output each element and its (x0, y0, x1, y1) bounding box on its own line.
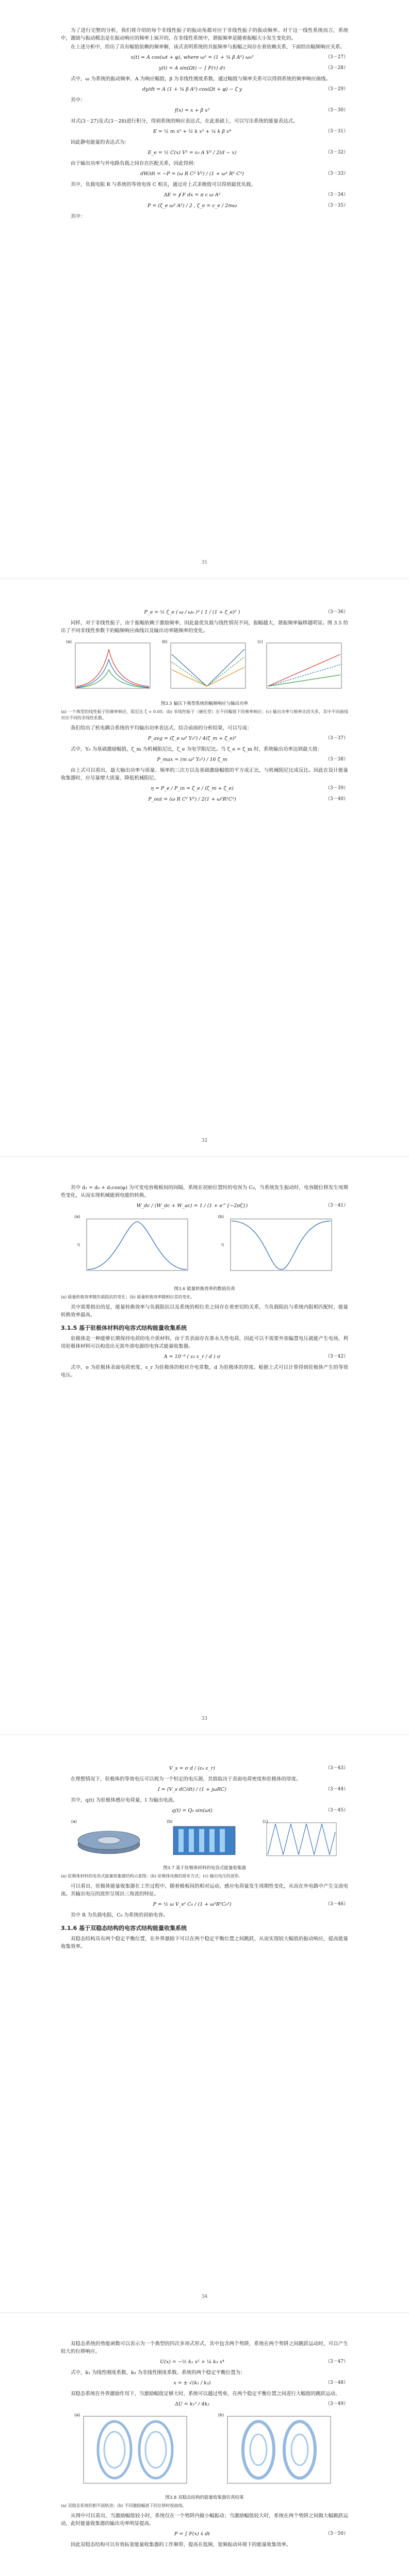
equation: P_out = (ω R C² V²) / 2(1 + ω²R²C²) （3－40） (148, 796, 348, 802)
paragraph: 由上式可以看出，最大输出功率与质量、频率的三次方以及基础激励幅值的平方成正比，与机械阻尼比成反比。因此在设计能量收集器时，应尽量增大质量、降低机械阻尼。 (61, 768, 348, 781)
paragraph: 式中，k₁ 为线性刚度系数，k₃ 为非线性刚度系数。系统的两个稳定平衡位置为： (71, 2370, 246, 2376)
figure-panel-a: (a) (65, 639, 153, 698)
equation: x = ± √(k₁ / k₃) （3－48） (173, 2380, 348, 2386)
page-number: 31 (201, 560, 208, 565)
figure-3-5 (61, 639, 348, 698)
equation: dy/dt = A (1 + ¾ β A²) cos(Ωt + φ) − ζ y （3－29） (142, 87, 348, 92)
figure-subcaption: (a) 双稳态系统的相平面轨迹；(b) 不同激励幅值下的位移时程曲线。 (61, 2503, 187, 2508)
figure-caption: 图3.7 基于驻极体材料的电容式能量收集器 (163, 1866, 246, 1871)
paragraph: 由于输出功率与外电路负载之间存在匹配关系，因此得到： (71, 161, 199, 166)
section-heading: 3.1.5 基于驻极体材料的电容式结构能量收集系统 (61, 1325, 187, 1331)
paragraph: 双稳态系统的势能函数可以表示为一个典型的四次多项式形式，其中包含两个势阱，系统在两个势阱之间跳跃运动时，可以产生较大的位移响应。 (61, 2341, 348, 2354)
paragraph: 因此静电能量的表达式为： (71, 140, 130, 145)
figure-panel-c: (c) (261, 1819, 339, 1862)
equation: P_avg = (ζ_e ω³ Y₀²) / 4(ζ_m + ζ_e)² （3－37） (148, 736, 348, 741)
equation: ΔU = k₁² / 4k₃ （3－49） (174, 2401, 348, 2407)
figure-caption: 图3.5 偏压下典型系统的幅频响应与输出功率 (160, 701, 249, 706)
equation: dW/dt = −P = (ω R C² V²) / (1 + ω² R² C²) （3－33） (140, 171, 348, 177)
fig38b-plot (217, 2412, 336, 2489)
equation: E_e = ½ C(x) V² = ε₀ A V² / 2(d − x) （3－32） (148, 150, 348, 156)
equation: η = P_e / P_in = ζ_e / (ζ_m + ζ_e) （3－39） (151, 786, 348, 791)
figure-panel-b: (b) (217, 2412, 336, 2492)
paragraph: 可以看出，驻极体能量收集器在工作过程中，随着极板间的相对运动，感应电荷量发生周期性变化，从而在外电路中产生交流电流。其输出电压的波形呈现出三角波的特征。 (61, 1884, 348, 1897)
equation: P_max = (m ω³ Y₀²) / 16 ζ_m （3－38） (157, 757, 348, 762)
page-3 (0, 1156, 409, 1734)
equation: P = ∫ F(x) ẋ dt （3－50） (174, 2531, 348, 2537)
equation: f(x) = x + β x³ （3－30） (174, 108, 348, 113)
figure-panel-b: (b) (160, 639, 248, 698)
figure-panel-b: (b) (166, 1819, 243, 1862)
figure-3-6 (61, 1214, 348, 1283)
paragraph: 为了进行完整的分析，我们将介绍的每个非线性振子的振动角都对应于非线性振子的振动频率。对于这一线性系统而言，系统中，激励与振动模态是在振动响应的频率上展开的，在非线性系统中，谐振频率是随着振幅大小发生变化的。 (61, 28, 348, 41)
figure-caption: 图3.6 能量转换效率的数值仿真 (174, 1286, 235, 1292)
equation: P = (ζ_e ω³ A²) / 2 , ζ_e = c_e / 2mω （3－35） (147, 203, 348, 209)
paragraph: 其中 d₁ = d₀ + d₁cos(φ) 为可变电容极板间的间隔，系统在初始位置时的电容为 C₀，当系统发生振动时，电容随位移发生周期性变化，从而实现机械能到电能的转换。 (61, 1185, 348, 1198)
equation: W_dc / (W_dc + W_ac) = 1 / (1 + e^{−2πζ}) （3－41） (136, 1203, 348, 1209)
figure-caption: 图3.8 双稳态结构的能量收集器仿真结果 (165, 2495, 244, 2500)
page-4 (0, 1734, 409, 2312)
figure-3-7 (61, 1819, 348, 1862)
equation: U(x) = −½ k₁ x² + ¼ k₃ x⁴ （3－47） (160, 2359, 348, 2365)
paragraph: 其中： (71, 97, 86, 103)
paragraph: 式中，σ 为驻极体表面电荷密度，ε_r 为驻极体的相对介电常数，d 为驻极体的厚度。根据上式可以计算得到驻极体产生的等效电压。 (61, 1365, 348, 1378)
paragraph: 其中，q(t) 为驻极体感应电荷量，I 为输出电流。 (71, 1798, 178, 1803)
equation: A = 10⁻⁹ ( ε₀ ε_r / d ) σ （3－42） (163, 1354, 348, 1360)
figure-panel-c: (c) (256, 639, 344, 698)
figure-subcaption: (a) 能量转换效率随负载阻抗的变化；(b) 能量转换效率随相位差的变化。 (61, 1295, 195, 1299)
section-heading: 3.1.6 基于双稳态结构的电容式结构能量收集系统 (61, 1925, 187, 1931)
paragraph: 同样，对于非线性振子，由于振幅依赖于激励频率，因此最优负载与线性情况不同，振幅越大，谐振频率偏移越明显。图 3.5 给出了不同非线性参数下的幅频响应曲线以及输出功率随频率的变化。 (61, 620, 348, 634)
page-2 (0, 578, 409, 1156)
paragraph: 其中，负载电阻 R 与系统的等效电容 C 相关，通过对上式求极值可以得到最优负载。 (71, 182, 256, 188)
figure-panel-a: (a) η (73, 1214, 192, 1283)
fig37c-waveform (261, 1819, 339, 1860)
paragraph: 双稳态结构具有两个稳定平衡位置，在外界激励下可以在两个稳定平衡位置之间跳跃，从而实现较大幅值的振动响应，提高能量收集效率。 (61, 1936, 348, 1950)
paragraph: 双稳态系统在外界激励作用下，当激励幅值足够大时，系统可以越过势垒，在两个稳定平衡位置之间进行大幅值的跳跃运动。 (71, 2391, 340, 2397)
equation: P_e = ½ ζ_e ( ω / ω₀ )³ ( 1 / (1 + ζ_e)² ) （3－36） (144, 609, 348, 615)
page-number: 32 (201, 1138, 208, 1143)
paragraph: 其中： (71, 214, 86, 219)
figure-3-8 (61, 2412, 348, 2492)
paragraph: 在上述分析中，给出了具有幅值依赖的频率解，该式表明系统的共振频率与振幅之间存在着依赖关系，下面给出幅频响应关系。 (71, 44, 346, 50)
equation: x(t) ≈ A cos(ωt + φ), where ω² = (1 + ¾ β A²) ω₀² （3－27） (130, 55, 348, 60)
paragraph: 对式(3－27)及式(3－28)进行积分，得到系统的响应表达式，在此基础上，可以写出系统的能量表达式。 (71, 118, 298, 124)
paragraph: 式中，Y₀ 为基础激励幅值，ζ_m 为机械阻尼比，ζ_e 为电学阻尼比。当 ζ_e = ζ_m 时，系统输出功率达到最大值： (71, 747, 323, 752)
fig36b-plot (217, 1214, 336, 1281)
fig37b-electrodes (166, 1819, 243, 1860)
equation: y(t) = A sin(Ωt) − ∫ F(τ) dτ （3－28） (158, 65, 348, 71)
paragraph: 式中，ω 为系统的振动频率，A 为响应幅值，β 为非线性刚度系数，通过幅值与频率关系可以得到系统的频率响应曲线。 (71, 76, 331, 82)
figure-panel-a: (a) (73, 2412, 192, 2492)
page-number: 34 (201, 2294, 208, 2299)
paragraph: 驻极体是一种能够长期保持电荷的电介质材料，由于其表面存在准永久性电荷，因此可以不需要外加偏置电压就能产生电场，利用驻极体材料可以构造出无需外部电源的电容式能量收集器。 (61, 1336, 348, 1349)
equation: P = ½ ω V_s² C₀ / (1 + ω²R²C₀²) （3－46） (153, 1902, 348, 1907)
paragraph: 我们给出了机电耦合系统的平均输出功率表达式，结合前面的分析结果，可以写成： (71, 725, 252, 731)
figure-subcaption: (a) 一个典型的线性振子的频率响应，阻尼比 ζ = 0.05；(b) 非线性振子（硬化型）在不同幅值下的频率响应；(c) 输出功率与频率比的关系，其中不同曲线对应不同的非线性系数。 (61, 709, 348, 720)
page-1 (0, 0, 409, 578)
equation: I = (V_s dC/dt) / (1 + jωRC) （3－44） (158, 1787, 348, 1792)
equation: q(t) = Q₀ sin(ωt) （3－45） (172, 1808, 348, 1814)
svg-text:η: η (221, 1242, 224, 1247)
fig36a-plot (73, 1214, 192, 1281)
figure-panel-b: (b) η (217, 1214, 336, 1283)
svg-text:η: η (77, 1242, 80, 1247)
fig35b-plot (160, 639, 248, 696)
paragraph: 因此双稳态结构可以有效拓宽能量收集器的工作频带，提高在低频、宽频振动环境下的能量收集效率。 (71, 2542, 291, 2548)
fig38a-plot (73, 2412, 192, 2489)
equation: V_s = σ d / (ε₀ ε_r) （3－43） (169, 1766, 348, 1771)
equation: ΔE = ∮ F dx = π c ω A² （3－34） (163, 192, 348, 198)
figure-panel-a: (a) (70, 1819, 148, 1862)
page-number: 33 (201, 1716, 208, 1721)
fig37a-device (70, 1819, 148, 1860)
figure-subcaption: (a) 驻极体材料的电容式能量收集器结构示意图；(b) 驻极体电极的排布方式；(c) 输出电压的波形。 (61, 1874, 243, 1878)
paragraph: 其中需要指出的是，能量转换效率与负载阻抗以及系统的相位差之间存在着密切的关系，当负载阻抗与系统内阻相匹配时，能量转换效率最高。 (61, 1304, 348, 1318)
fig35c-plot (256, 639, 344, 696)
page-5 (0, 2312, 409, 2576)
paragraph: 从图中可以看出，当激励幅值较小时，系统仅在一个势阱内做小幅振动；当激励幅值较大时，系统在两个势阱之间做大幅跳跃运动，此时能量收集器的输出功率明显提高。 (61, 2513, 348, 2527)
equation: E = ½ m ẋ² + ½ k x² + ¼ k β x⁴ （3－31） (153, 129, 348, 134)
fig35a-plot (65, 639, 153, 696)
paragraph: 在理想情况下，驻极体的等效电压可以视为一个恒定的电压源，其值取决于表面电荷密度和驻极体的厚度。 (71, 1776, 301, 1782)
paragraph: 其中 R 为负载电阻，C₀ 为系统的初始电容。 (71, 1912, 168, 1918)
